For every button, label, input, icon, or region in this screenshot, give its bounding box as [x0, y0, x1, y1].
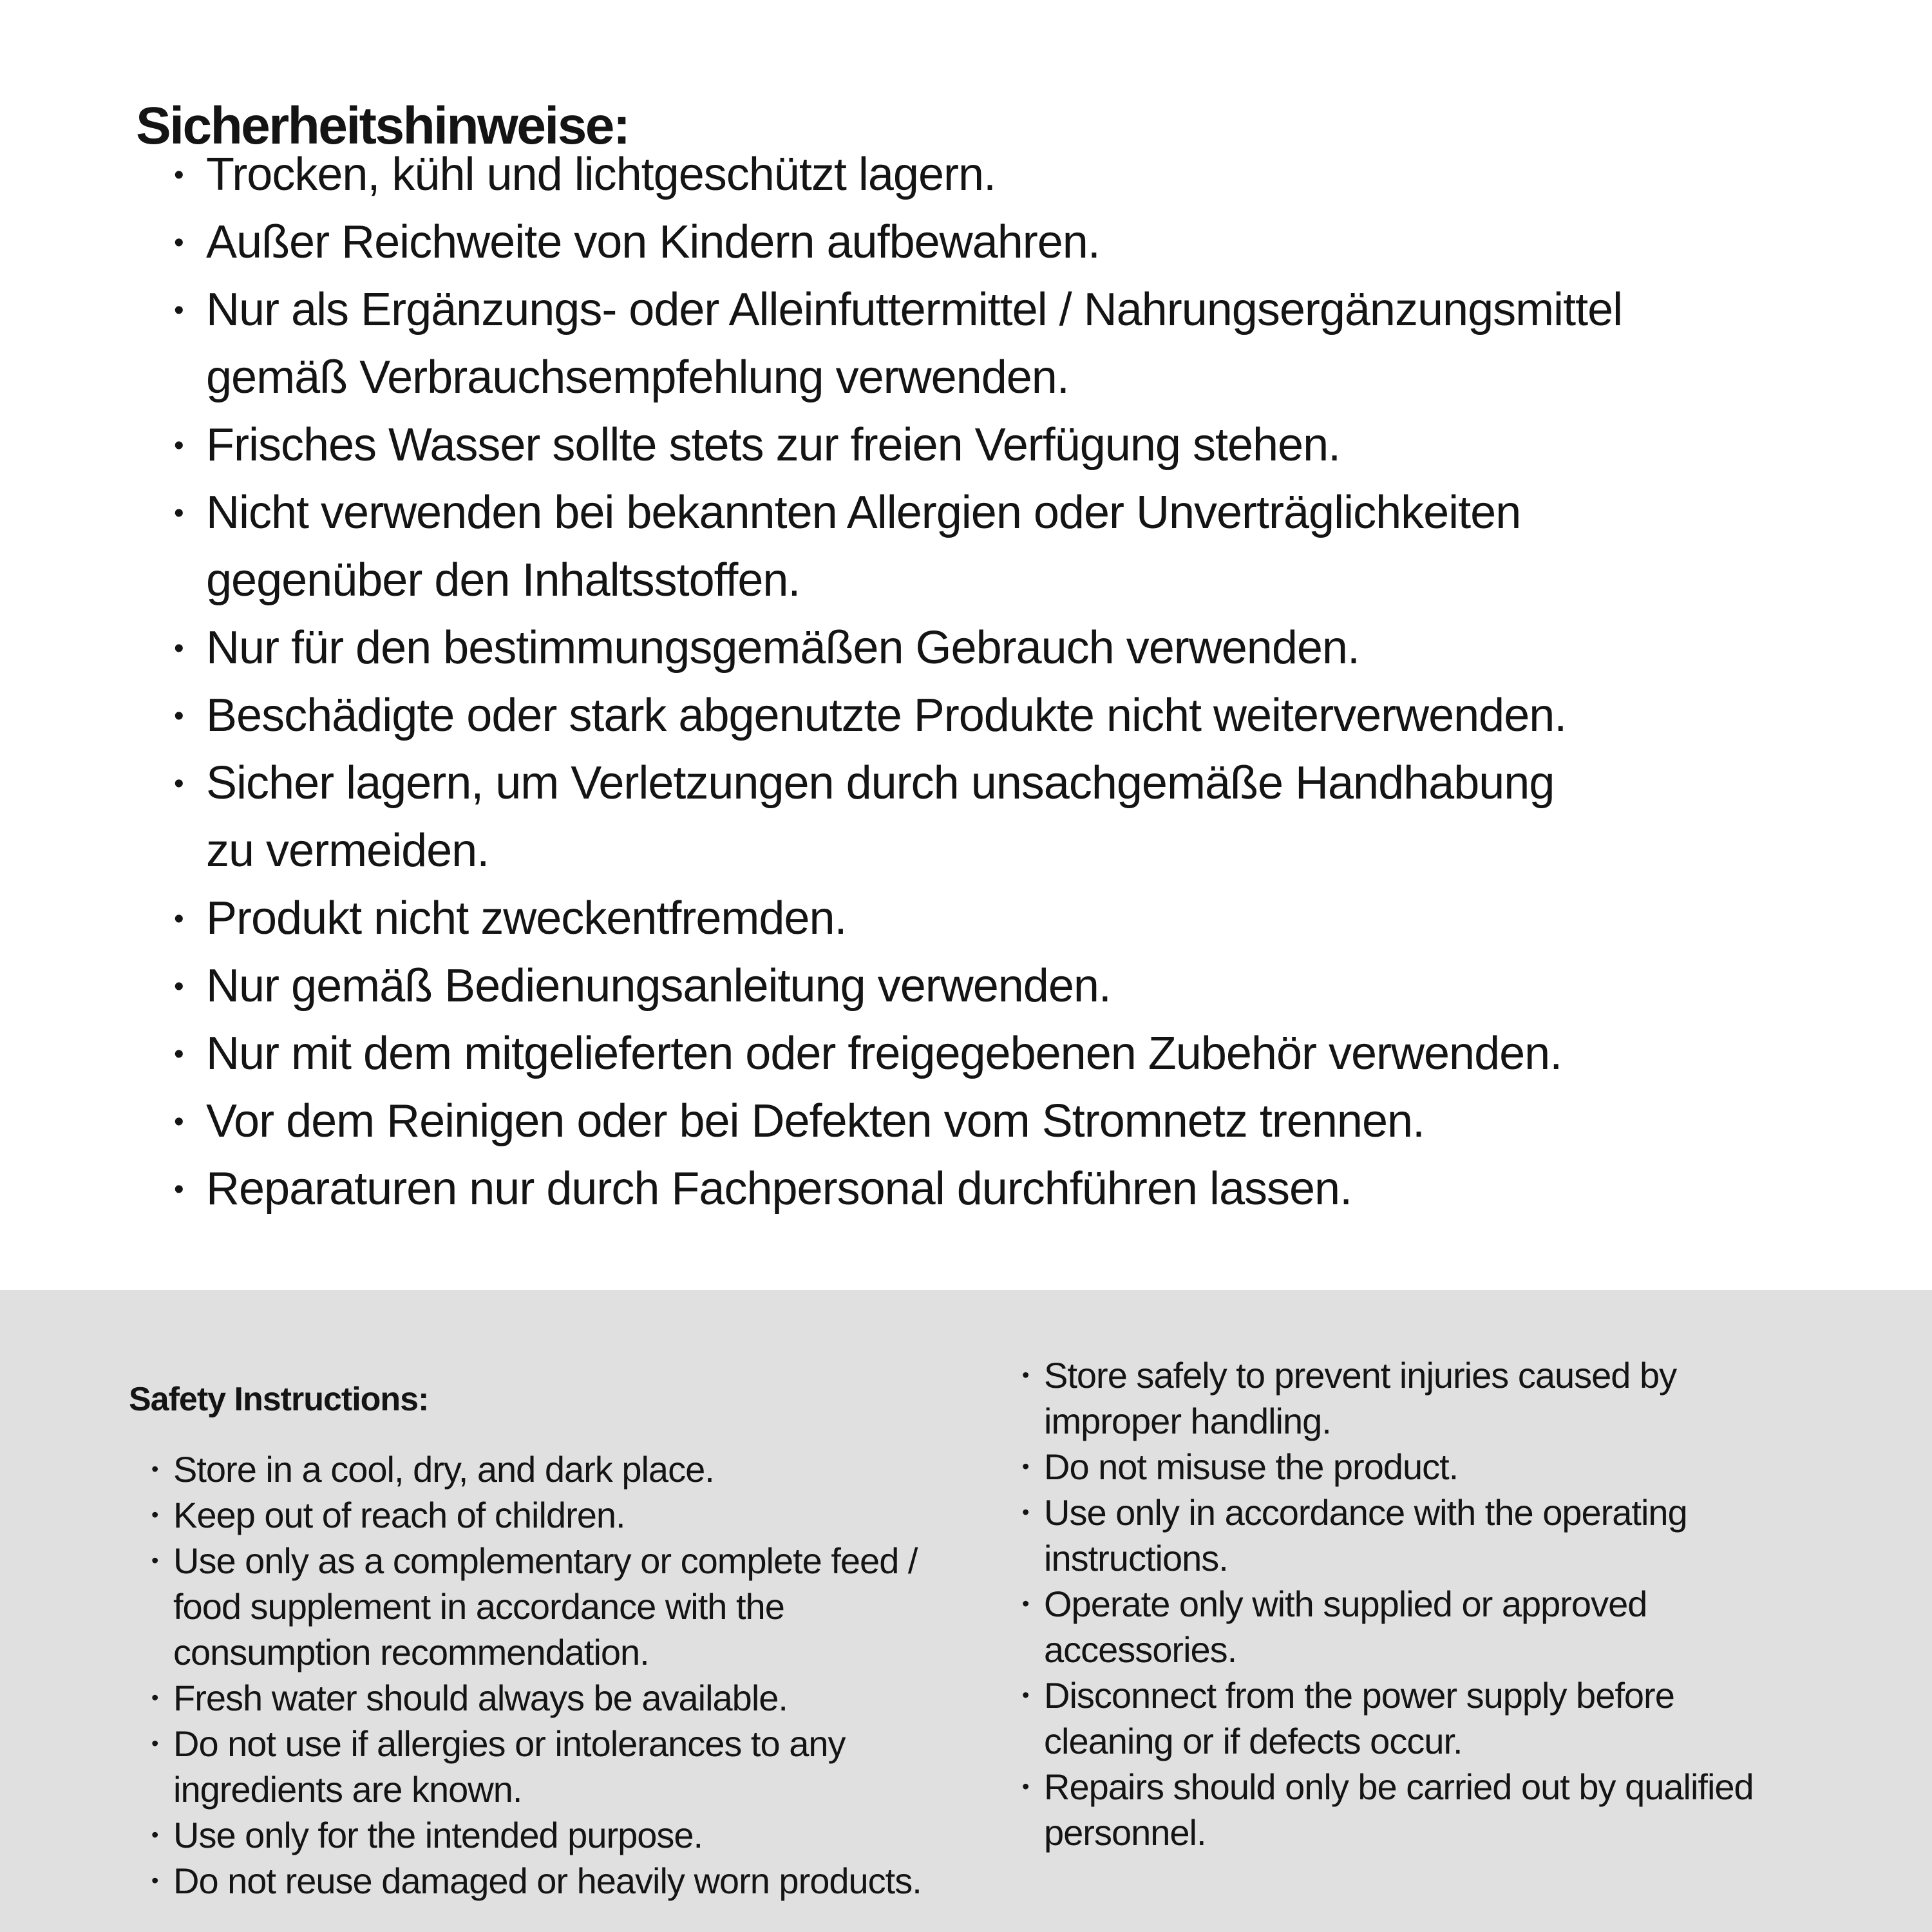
bullet-dot-icon: •	[174, 700, 184, 732]
list-item	[136, 209, 1622, 276]
text-line: zu vermeiden.	[206, 825, 489, 876]
list-item-text	[206, 479, 1520, 614]
list-item-text	[206, 276, 1622, 412]
list-item-text	[173, 1721, 845, 1812]
english-section-panel	[0, 1290, 1932, 1932]
list-item-text	[206, 412, 1340, 479]
bullet-dot-icon: •	[1022, 1775, 1029, 1798]
bullet-dot-icon: •	[1022, 1683, 1029, 1707]
bullet-dot-icon: •	[151, 1549, 158, 1573]
text-line: Nicht verwenden bei bekannten Allergien oder Unverträglichkeiten	[206, 487, 1521, 538]
list-item	[129, 1675, 985, 1721]
list-item-text	[1044, 1444, 1458, 1490]
list-item-text	[206, 1155, 1352, 1223]
text-line: accessories.	[1044, 1629, 1237, 1670]
text-line: Vor dem Reinigen oder bei Defekten vom Stromnetz trennen.	[206, 1095, 1425, 1147]
list-item-text	[173, 1675, 788, 1721]
list-item	[129, 1812, 985, 1858]
list-item	[136, 141, 1622, 209]
list-item-text	[173, 1858, 922, 1904]
text-line: Nur als Ergänzungs- oder Alleinfuttermittel / Nahrungsergänzungsmittel	[206, 284, 1623, 336]
text-line: Fresh water should always be available.	[173, 1678, 788, 1719]
list-item	[136, 1020, 1622, 1088]
list-item	[999, 1581, 1901, 1672]
list-item	[136, 276, 1622, 412]
list-item-text	[206, 682, 1566, 750]
bullet-dot-icon: •	[174, 903, 184, 934]
list-item-text	[173, 1446, 714, 1492]
bullet-dot-icon: •	[174, 1106, 184, 1137]
bullet-dot-icon: •	[174, 430, 184, 461]
list-item	[129, 1538, 985, 1675]
bullet-dot-icon: •	[174, 632, 184, 664]
english-right-column	[999, 1352, 1901, 1855]
text-line: Außer Reichweite von Kindern aufbewahren.	[206, 216, 1100, 268]
text-line: gegenüber den Inhaltsstoffen.	[206, 554, 800, 606]
bullet-dot-icon: •	[174, 159, 184, 191]
list-item-text	[1044, 1764, 1754, 1855]
text-line: Frisches Wasser sollte stets zur freien Verfügung stehen.	[206, 419, 1341, 471]
text-line: Operate only with supplied or approved	[1044, 1584, 1647, 1624]
list-item-text	[206, 1020, 1562, 1088]
bullet-dot-icon: •	[174, 971, 184, 1002]
english-section-title: Safety Instructions:	[129, 1381, 429, 1419]
text-line: ingredients are known.	[173, 1769, 522, 1810]
text-line: Nur gemäß Bedienungsanleitung verwenden.	[206, 960, 1111, 1012]
text-line: Repairs should only be carried out by qualified	[1044, 1766, 1754, 1807]
list-item-text	[206, 141, 996, 209]
list-item	[136, 479, 1622, 614]
text-line: Nur für den bestimmungsgemäßen Gebrauch verwenden.	[206, 622, 1359, 674]
list-item-text	[206, 209, 1100, 276]
german-bullet-list	[136, 141, 1622, 1223]
text-line: Use only for the intended purpose.	[173, 1815, 703, 1856]
english-left-column	[129, 1352, 985, 1904]
text-line: Beschädigte oder stark abgenutzte Produkte nicht weiterverwenden.	[206, 690, 1567, 741]
english-right-bullet-list	[999, 1352, 1901, 1855]
text-line: Nur mit dem mitgelieferten oder freigegebenen Zubehör verwenden.	[206, 1028, 1562, 1079]
text-line: Do not reuse damaged or heavily worn products.	[173, 1861, 922, 1902]
list-item	[129, 1721, 985, 1812]
german-section-title: Sicherheitshinweise:	[136, 96, 629, 155]
text-line: Reparaturen nur durch Fachpersonal durchführen lassen.	[206, 1163, 1352, 1215]
text-line: consumption recommendation.	[173, 1632, 649, 1673]
list-item-text	[206, 614, 1359, 682]
list-item	[136, 952, 1622, 1020]
bullet-dot-icon: •	[151, 1503, 158, 1527]
bullet-dot-icon: •	[174, 227, 184, 258]
bullet-dot-icon: •	[1022, 1501, 1029, 1524]
list-item	[999, 1672, 1901, 1764]
text-line: Keep out of reach of children.	[173, 1495, 625, 1536]
text-line: gemäß Verbrauchsempfehlung verwenden.	[206, 352, 1069, 403]
bullet-dot-icon: •	[174, 768, 184, 799]
bullet-dot-icon: •	[1022, 1592, 1029, 1615]
text-line: Disconnect from the power supply before	[1044, 1675, 1674, 1716]
list-item-text	[1044, 1490, 1687, 1581]
text-line: Store safely to prevent injuries caused by	[1044, 1355, 1677, 1396]
bullet-dot-icon: •	[151, 1732, 158, 1756]
bullet-dot-icon: •	[151, 1686, 158, 1710]
bullet-dot-icon: •	[174, 497, 184, 529]
list-item	[999, 1444, 1901, 1490]
text-line: improper handling.	[1044, 1401, 1331, 1441]
text-line: Trocken, kühl und lichtgeschützt lagern.	[206, 149, 996, 200]
text-line: cleaning or if defects occur.	[1044, 1721, 1463, 1761]
text-line: Do not use if allergies or intolerances to any	[173, 1723, 846, 1765]
list-item-text	[1044, 1352, 1676, 1444]
list-item-text	[206, 952, 1111, 1020]
bullet-dot-icon: •	[174, 1173, 184, 1205]
list-item	[129, 1446, 985, 1492]
list-item-text	[206, 885, 847, 952]
bullet-dot-icon: •	[151, 1869, 158, 1893]
list-item	[136, 1088, 1622, 1155]
list-item	[129, 1858, 985, 1904]
text-line: instructions.	[1044, 1538, 1228, 1578]
list-item-text	[173, 1812, 703, 1858]
bullet-dot-icon: •	[151, 1457, 158, 1481]
bullet-dot-icon: •	[1022, 1363, 1029, 1387]
list-item	[999, 1764, 1901, 1855]
text-line: Do not misuse the product.	[1044, 1446, 1459, 1487]
text-line: personnel.	[1044, 1812, 1206, 1853]
english-left-bullet-list	[129, 1446, 985, 1904]
list-item	[136, 750, 1622, 885]
list-item-text	[206, 1088, 1425, 1155]
list-item-text	[173, 1538, 917, 1675]
text-line: Produkt nicht zweckentfremden.	[206, 893, 847, 944]
list-item	[136, 412, 1622, 479]
text-line: food supplement in accordance with the	[173, 1586, 784, 1627]
text-line: Use only as a complementary or complete feed /	[173, 1540, 918, 1582]
list-item	[999, 1490, 1901, 1581]
list-item	[136, 1155, 1622, 1223]
list-item	[136, 885, 1622, 952]
list-item	[136, 614, 1622, 682]
list-item-text	[1044, 1672, 1674, 1764]
list-item	[129, 1492, 985, 1538]
text-line: Use only in accordance with the operating	[1044, 1492, 1687, 1533]
list-item-text	[173, 1492, 625, 1538]
bullet-dot-icon: •	[174, 1038, 184, 1070]
text-line: Sicher lagern, um Verletzungen durch unsachgemäße Handhabung	[206, 757, 1555, 809]
bullet-dot-icon: •	[151, 1823, 158, 1847]
bullet-dot-icon: •	[1022, 1455, 1029, 1478]
list-item	[136, 682, 1622, 750]
bullet-dot-icon: •	[174, 294, 184, 326]
list-item	[999, 1352, 1901, 1444]
list-item-text	[1044, 1581, 1647, 1672]
list-item-text	[206, 750, 1554, 885]
text-line: Store in a cool, dry, and dark place.	[173, 1449, 714, 1490]
